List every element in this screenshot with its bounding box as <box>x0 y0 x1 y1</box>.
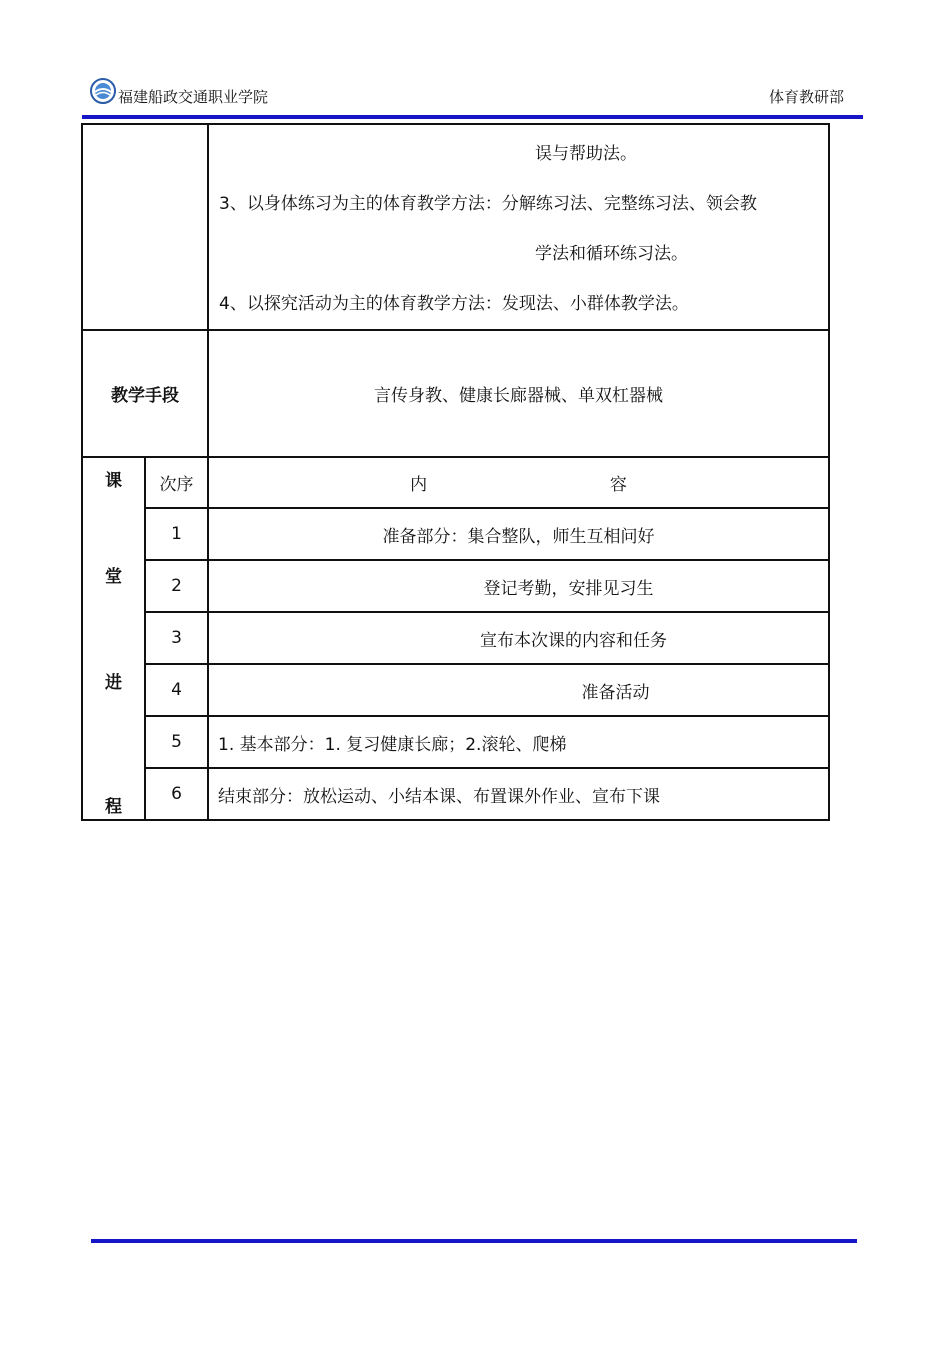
order-cell: 3 <box>145 612 208 664</box>
order-cell: 1 <box>145 508 208 560</box>
side-char: 程 <box>105 797 122 817</box>
order-cell: 4 <box>145 664 208 716</box>
table-row <box>82 560 829 612</box>
content-cell: 准备活动 <box>208 664 829 716</box>
methods-line: 学法和循环练习法。 <box>535 244 688 264</box>
order-cell: 6 <box>145 768 208 820</box>
lesson-plan-table <box>81 123 830 821</box>
table-row <box>82 716 829 768</box>
footer-rule <box>91 1239 857 1243</box>
content-cell: 1. 基本部分：1. 复习健康长廊；2.滚轮、爬梯 <box>208 716 829 768</box>
methods-cell <box>208 124 829 330</box>
content-cell: 结束部分：放松运动、小结本课、布置课外作业、宣布下课 <box>208 768 829 820</box>
content-header-char: 内 <box>410 475 428 495</box>
methods-line: 4、以探究活动为主的体育教学方法：发现法、小群体教学法。 <box>219 294 689 314</box>
order-column-header: 次序 <box>145 457 208 508</box>
department-name: 体育教研部 <box>768 88 844 106</box>
table-row <box>82 664 829 716</box>
side-char: 堂 <box>105 567 122 587</box>
header-rule <box>82 115 863 119</box>
side-char: 课 <box>105 471 122 491</box>
methods-row <box>82 124 829 330</box>
table-row <box>82 612 829 664</box>
order-cell: 5 <box>145 716 208 768</box>
means-row <box>82 330 829 457</box>
methods-line: 3、以身体练习为主的体育教学方法：分解练习法、完整练习法、领会教 <box>219 194 757 214</box>
methods-line: 误与帮助法。 <box>535 144 637 164</box>
methods-label-cell <box>82 124 208 330</box>
order-cell: 2 <box>145 560 208 612</box>
means-label: 教学手段 <box>82 330 208 457</box>
school-emblem-icon <box>90 78 116 104</box>
content-cell: 登记考勤，安排见习生 <box>208 560 829 612</box>
table-row <box>82 768 829 820</box>
process-side-label <box>82 457 145 820</box>
means-value: 言传身教、健康长廊器械、单双杠器械 <box>208 330 829 457</box>
content-cell: 准备部分：集合整队，师生互相问好 <box>208 508 829 560</box>
side-char: 进 <box>105 673 122 693</box>
content-header-char: 容 <box>609 475 627 495</box>
table-row <box>82 508 829 560</box>
page-header <box>90 74 862 116</box>
school-name: 福建船政交通职业学院 <box>118 88 269 106</box>
content-cell: 宣布本次课的内容和任务 <box>208 612 829 664</box>
content-column-header <box>208 457 829 508</box>
process-header-row <box>82 457 829 508</box>
